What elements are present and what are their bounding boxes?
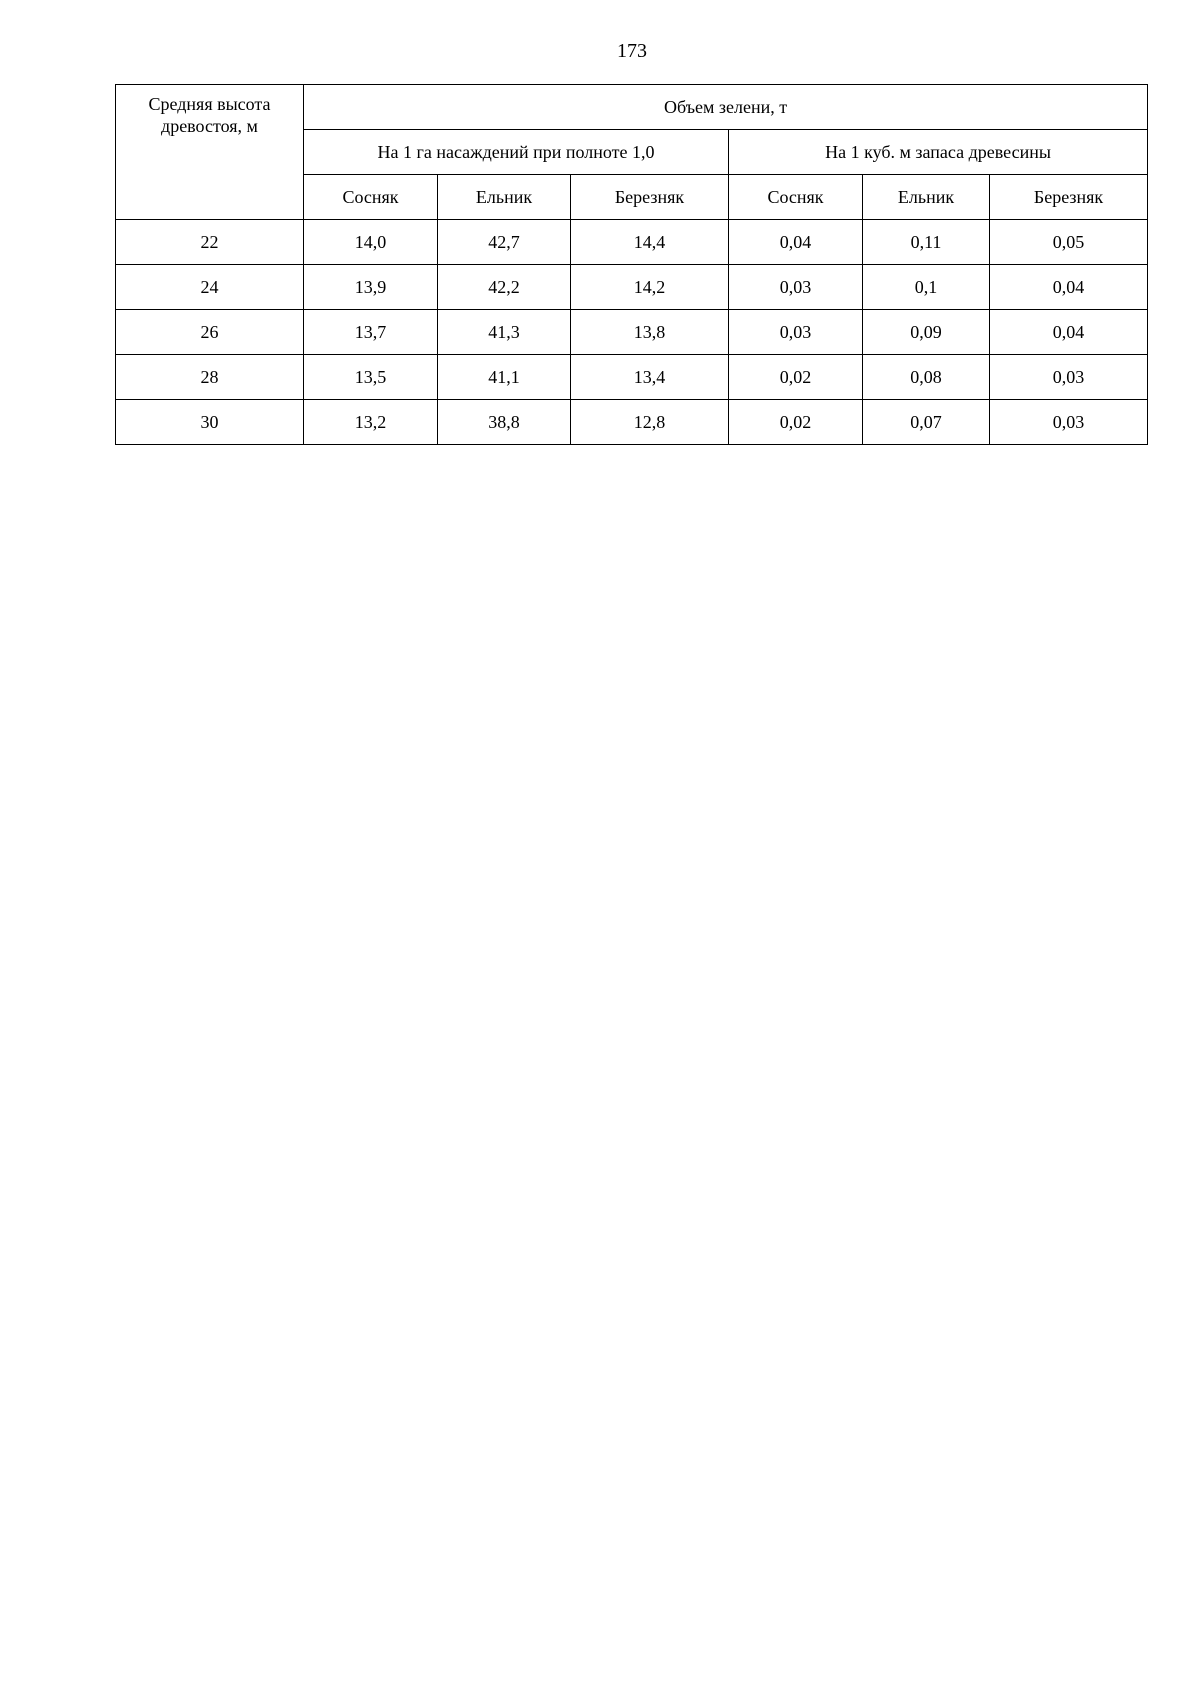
table-cell: 0,09 xyxy=(863,310,990,355)
table-cell: 42,7 xyxy=(438,220,571,265)
table-cell: 42,2 xyxy=(438,265,571,310)
table-cell: 0,03 xyxy=(990,400,1148,445)
table-cell: 0,04 xyxy=(990,265,1148,310)
table-cell: 0,11 xyxy=(863,220,990,265)
table-cell: 41,1 xyxy=(438,355,571,400)
table-row xyxy=(116,220,1148,265)
table-cell: 30 xyxy=(116,400,304,445)
table-row xyxy=(116,265,1148,310)
volume-header: Объем зелени, т xyxy=(304,85,1148,130)
table-cell: 14,4 xyxy=(571,220,729,265)
group-header-per-cubic-meter: На 1 куб. м запаса древесины xyxy=(729,130,1148,175)
header-row-1 xyxy=(116,85,1148,130)
table-cell: 13,4 xyxy=(571,355,729,400)
table-cell: 0,03 xyxy=(729,310,863,355)
table-cell: 0,07 xyxy=(863,400,990,445)
sub-header: Ельник xyxy=(438,175,571,220)
table-cell: 24 xyxy=(116,265,304,310)
table-cell: 41,3 xyxy=(438,310,571,355)
sub-header: Сосняк xyxy=(729,175,863,220)
table-cell: 12,8 xyxy=(571,400,729,445)
table-cell: 14,2 xyxy=(571,265,729,310)
table-cell: 0,02 xyxy=(729,355,863,400)
table-row xyxy=(116,400,1148,445)
table-cell: 0,02 xyxy=(729,400,863,445)
table-row xyxy=(116,310,1148,355)
page-number: 173 xyxy=(617,40,647,62)
sub-header: Сосняк xyxy=(304,175,438,220)
table-cell: 0,03 xyxy=(729,265,863,310)
table-cell: 14,0 xyxy=(304,220,438,265)
group-header-per-hectare: На 1 га насаждений при полноте 1,0 xyxy=(304,130,729,175)
sub-header: Березняк xyxy=(990,175,1148,220)
sub-header: Березняк xyxy=(571,175,729,220)
table-cell: 13,2 xyxy=(304,400,438,445)
table-cell: 0,04 xyxy=(729,220,863,265)
table-cell: 22 xyxy=(116,220,304,265)
table-cell: 13,7 xyxy=(304,310,438,355)
table-cell: 0,03 xyxy=(990,355,1148,400)
table-row xyxy=(116,355,1148,400)
table-cell: 13,9 xyxy=(304,265,438,310)
table-cell: 13,8 xyxy=(571,310,729,355)
table-cell: 13,5 xyxy=(304,355,438,400)
table-cell: 28 xyxy=(116,355,304,400)
table-cell: 38,8 xyxy=(438,400,571,445)
table-cell: 0,04 xyxy=(990,310,1148,355)
greenery-volume-table xyxy=(115,84,1148,445)
table-cell: 0,1 xyxy=(863,265,990,310)
table-cell: 0,08 xyxy=(863,355,990,400)
table-cell: 0,05 xyxy=(990,220,1148,265)
height-column-header: Средняя высота древостоя, м xyxy=(116,85,304,220)
sub-header: Ельник xyxy=(863,175,990,220)
table-cell: 26 xyxy=(116,310,304,355)
